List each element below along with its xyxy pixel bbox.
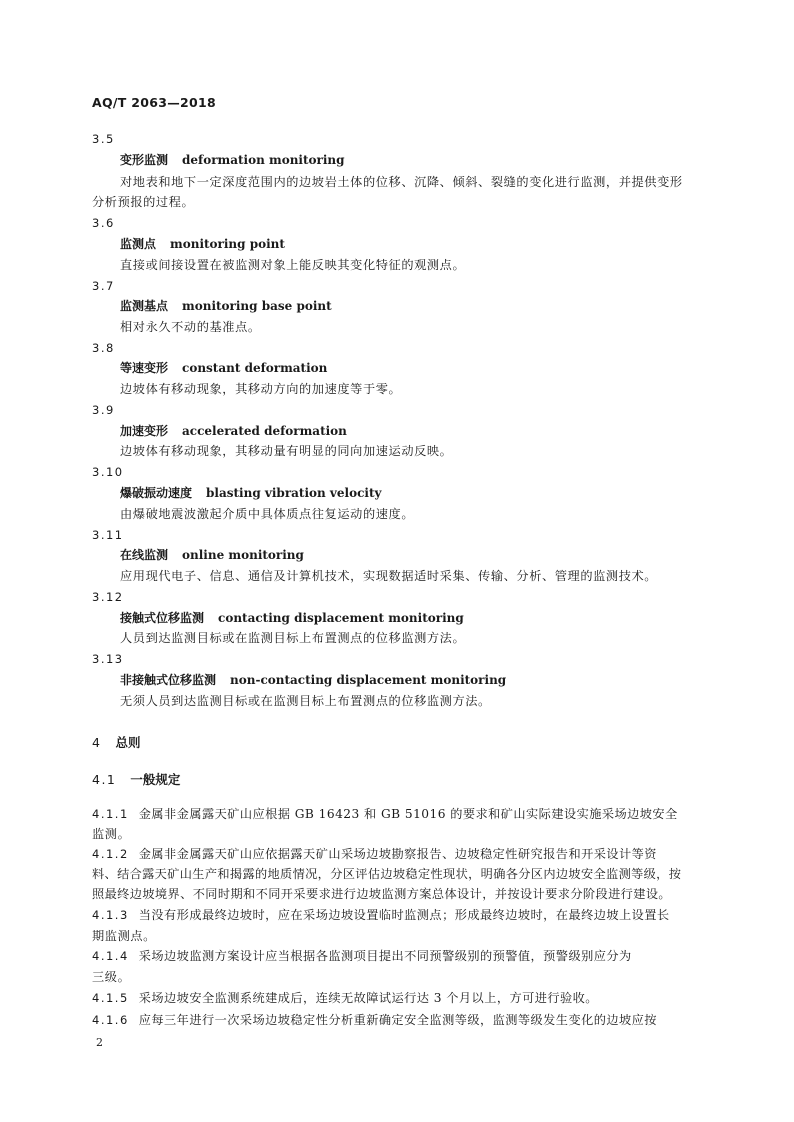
clause-number: 4.1.6	[92, 1013, 129, 1027]
term-heading	[120, 360, 327, 376]
term-heading	[120, 423, 347, 439]
term-number: 3.7	[92, 279, 115, 293]
term-heading	[120, 236, 285, 252]
term-definition: 相对永久不动的基准点。	[120, 320, 261, 334]
term-definition: 边坡体有移动现象，其移动量有明显的同向加速运动反映。	[120, 444, 453, 458]
term-zh: 等速变形	[120, 361, 169, 375]
clause-text-continued: 照最终边坡境界、不同时期和不同开采要求进行边坡监测方案总体设计，并按设计要求分阶段进行建设。	[92, 887, 672, 901]
term-heading	[120, 485, 381, 501]
term-heading	[120, 298, 332, 314]
term-en: monitoring point	[170, 237, 285, 251]
clause	[92, 948, 632, 964]
term-heading	[120, 547, 304, 563]
term-number: 3.13	[92, 652, 124, 666]
clause-number: 4.1.3	[92, 908, 129, 922]
term-en: constant deformation	[182, 361, 328, 375]
term-heading	[120, 152, 345, 168]
clause-text-continued: 料、结合露天矿山生产和揭露的地质情况，分区评估边坡稳定性现状，明确各分区内边坡安全监测等级，按	[92, 867, 682, 881]
term-zh: 爆破振动速度	[120, 486, 193, 500]
term-number: 3.11	[92, 528, 124, 542]
term-heading	[120, 610, 464, 626]
subsection-title: 一般规定	[130, 772, 181, 787]
clause	[92, 1012, 657, 1028]
subsection-heading	[92, 772, 180, 788]
term-definition: 人员到达监测目标或在监测目标上布置测点的位移监测方法。	[120, 631, 466, 645]
clause-text-continued: 三级。	[92, 970, 131, 984]
term-zh: 在线监测	[120, 548, 169, 562]
clause	[92, 846, 657, 862]
clause-text: 金属非金属露天矿山应根据 GB 16423 和 GB 51016 的要求和矿山实际建设实施采场边坡安全	[138, 807, 678, 821]
term-zh: 变形监测	[120, 153, 169, 167]
term-number: 3.12	[92, 590, 124, 604]
clause-text: 当没有形成最终边坡时，应在采场边坡设置临时监测点；形成最终边坡时，在最终边坡上设置长	[138, 908, 670, 922]
term-zh: 加速变形	[120, 424, 169, 438]
term-definition: 应用现代电子、信息、通信及计算机技术，实现数据适时采集、传输、分析、管理的监测技术。	[120, 569, 658, 583]
term-number: 3.10	[92, 465, 124, 479]
term-definition: 由爆破地震波激起介质中具体质点往复运动的速度。	[120, 507, 415, 521]
term-zh: 非接触式位移监测	[120, 673, 217, 687]
section-number: 4	[92, 735, 102, 750]
term-zh: 监测基点	[120, 299, 169, 313]
clause-number: 4.1.1	[92, 807, 129, 821]
term-en: online monitoring	[182, 548, 304, 562]
term-en: contacting displacement monitoring	[218, 611, 464, 625]
clause-number: 4.1.2	[92, 847, 129, 861]
section-heading	[92, 735, 140, 751]
term-en: non-contacting displacement monitoring	[230, 673, 507, 687]
term-zh: 监测点	[120, 237, 157, 251]
term-en: blasting vibration velocity	[206, 486, 382, 500]
term-number: 3.6	[92, 216, 115, 230]
clause	[92, 907, 670, 923]
clause-number: 4.1.4	[92, 949, 129, 963]
clause-text-continued: 监测。	[92, 827, 131, 841]
term-number: 3.9	[92, 403, 115, 417]
clause-text: 应每三年进行一次采场边坡稳定性分析重新确定安全监测等级，监测等级发生变化的边坡应按	[138, 1013, 657, 1027]
term-definition-continued: 分析预报的过程。	[92, 195, 195, 209]
standard-code-header: AQ/T 2063—2018	[92, 95, 217, 110]
term-en: deformation monitoring	[182, 153, 345, 167]
term-zh: 接触式位移监测	[120, 611, 205, 625]
clause-number: 4.1.5	[92, 991, 129, 1005]
section-title: 总则	[115, 735, 141, 750]
term-definition: 无须人员到达监测目标或在监测目标上布置测点的位移监测方法。	[120, 694, 491, 708]
term-definition: 直接或间接设置在被监测对象上能反映其变化特征的观测点。	[120, 258, 466, 272]
term-number: 3.8	[92, 341, 115, 355]
page-number: 2	[96, 1036, 103, 1049]
term-definition: 对地表和地下一定深度范围内的边坡岩土体的位移、沉降、倾斜、裂缝的变化进行监测，并提供变形	[120, 175, 683, 189]
term-definition: 边坡体有移动现象，其移动方向的加速度等于零。	[120, 382, 402, 396]
term-en: accelerated deformation	[182, 424, 347, 438]
clause-text: 采场边坡安全监测系统建成后，连续无故障试运行达 3 个月以上，方可进行验收。	[138, 991, 598, 1005]
clause-text: 采场边坡监测方案设计应当根据各监测项目提出不同预警级别的预警值，预警级别应分为	[138, 949, 632, 963]
clause	[92, 990, 598, 1006]
clause-text: 金属非金属露天矿山应依据露天矿山采场边坡勘察报告、边坡稳定性研究报告和开采设计等资	[138, 847, 657, 861]
clause	[92, 806, 678, 822]
term-en: monitoring base point	[182, 299, 332, 313]
subsection-number: 4.1	[92, 772, 117, 787]
term-heading	[120, 672, 506, 688]
term-number: 3.5	[92, 132, 115, 146]
clause-text-continued: 期监测点。	[92, 929, 156, 943]
